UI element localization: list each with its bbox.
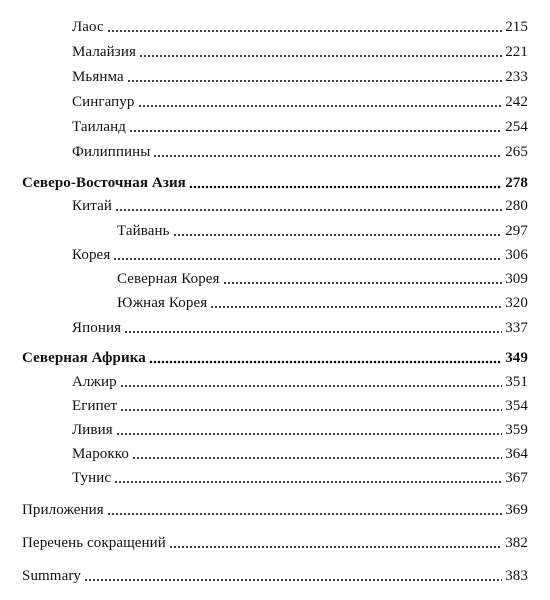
toc-entry-page: 242 [505,94,528,110]
toc-entry-south-korea [117,290,528,312]
dot-leader [107,506,502,516]
toc-entry-title: Корея [72,247,111,263]
toc-entry-taiwan [117,218,528,240]
toc-entry-title: Япония [72,320,122,336]
toc-entry-title: Египет [72,398,118,414]
dot-leader [139,48,502,58]
toc-section-northeast-asia [22,170,528,192]
toc-entry-morocco [72,441,528,463]
toc-entry-page: 354 [505,398,528,414]
dot-leader [169,539,502,549]
dot-leader [107,23,502,33]
toc-entry-page: 383 [505,568,528,584]
toc-entry-page: 254 [505,119,528,135]
dot-leader [129,123,502,133]
dot-leader [124,324,502,334]
toc-entry-thailand [72,114,528,136]
toc-entry-title: Таиланд [72,119,126,135]
toc-entry-title: Северная Корея [117,271,220,287]
toc-entry-algeria [72,369,528,391]
toc-entry-north-korea [117,266,528,288]
toc-entry-malaysia [72,39,528,61]
toc-entry-page: 369 [505,502,528,518]
toc-entry-page: 367 [505,470,528,486]
dot-leader [120,378,502,388]
dot-leader [116,426,502,436]
toc-entry-title: Summary [22,568,82,584]
dot-leader [189,179,502,189]
toc-section-north-africa [22,345,528,367]
toc-section-page: 349 [505,350,528,366]
toc-entry-page: 306 [505,247,528,263]
dot-leader [84,572,502,582]
toc-entry-china [72,193,528,215]
dot-leader [138,98,503,108]
toc-entry-title: Алжир [72,374,117,390]
dot-leader [223,275,503,285]
toc-entry-title: Сингапур [72,94,135,110]
toc-section-page: 278 [505,175,528,191]
toc-entry-page: 297 [505,223,528,239]
toc-entry-title: Китай [72,198,112,214]
dot-leader [149,354,502,364]
toc-entry-page: 265 [505,144,528,160]
toc-entry-page: 280 [505,198,528,214]
toc-entry-page: 337 [505,320,528,336]
toc-entry-title: Филиппины [72,144,151,160]
toc-entry-libya [72,417,528,439]
toc-entry-myanmar [72,64,528,86]
toc-section-title: Северо-Восточная Азия [22,175,186,191]
toc-entry-title: Ливия [72,422,113,438]
toc-entry-korea [72,242,528,264]
dot-leader [173,227,503,237]
dot-leader [120,402,502,412]
toc-entry-page: 309 [505,271,528,287]
toc-entry-page: 351 [505,374,528,390]
toc-entry-title: Перечень сокращений [22,535,166,551]
toc-entry-title: Тайвань [117,223,170,239]
toc-entry-page: 215 [505,19,528,35]
toc-entry-appendices [22,497,528,519]
toc-entry-title: Малайзия [72,44,136,60]
toc-entry-egypt [72,393,528,415]
toc-entry-title: Южная Корея [117,295,208,311]
toc-entry-page: 320 [505,295,528,311]
dot-leader [114,474,502,484]
toc-section-title: Северная Африка [22,350,146,366]
toc-entry-japan [72,315,528,337]
dot-leader [127,73,502,83]
dot-leader [132,450,502,460]
toc-entry-title: Тунис [72,470,112,486]
toc-entry-page: 364 [505,446,528,462]
dot-leader [153,148,502,158]
dot-leader [210,299,502,309]
toc-entry-philippines [72,139,528,161]
toc-entry-page: 382 [505,535,528,551]
toc-entry-title: Мьянма [72,69,124,85]
dot-leader [115,202,502,212]
toc-entry-title: Марокко [72,446,130,462]
toc-entry-page: 221 [505,44,528,60]
dot-leader [113,251,502,261]
toc-entry-abbreviations [22,530,528,552]
toc-entry-tunisia [72,465,528,487]
toc-entry-singapore [72,89,528,111]
toc-entry-title: Приложения [22,502,104,518]
toc-entry-page: 233 [505,69,528,85]
toc-entry-title: Лаос [72,19,104,35]
toc-entry-summary [22,563,528,585]
toc-entry-laos [72,14,528,36]
toc-entry-page: 359 [505,422,528,438]
